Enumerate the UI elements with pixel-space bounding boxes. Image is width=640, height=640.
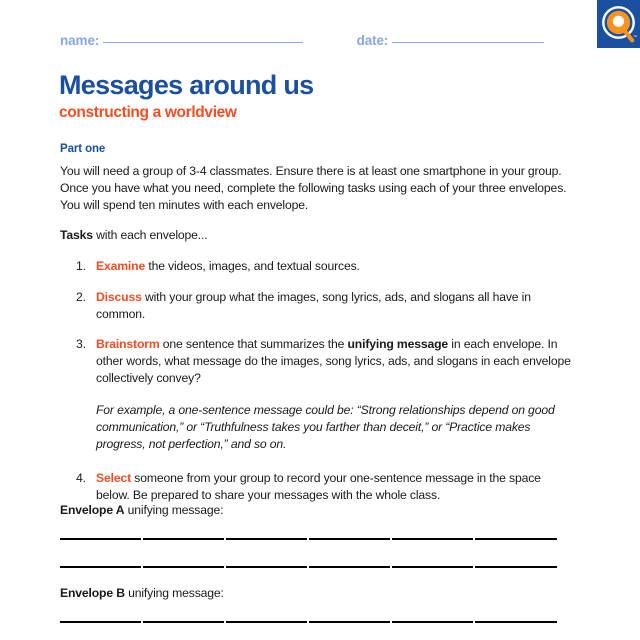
task-keyword: Select xyxy=(96,470,132,485)
task-example: For example, a one-sentence message could be: “Strong relationships depend on good communication,” or “Truthfulness takes you farther than deceit,” or “Practice makes progress, not perfection,” and so on. xyxy=(96,402,555,451)
tasks-lead xyxy=(60,227,208,244)
date-input-rule[interactable] xyxy=(392,42,544,43)
task-number: 1. xyxy=(76,259,86,273)
envelope-a-name: Envelope A xyxy=(60,503,125,517)
task-emphasis: unifying message xyxy=(347,337,449,352)
task-item-3 xyxy=(76,336,576,452)
task-item-1 xyxy=(76,258,576,275)
svg-text:™: ™ xyxy=(633,34,637,39)
task-list xyxy=(76,258,576,517)
task-keyword: Examine xyxy=(96,259,146,273)
q-logo-icon xyxy=(597,0,640,48)
envelope-a-write-line-2[interactable] xyxy=(60,566,557,567)
task-text: the videos, images, and textual sources. xyxy=(145,259,360,273)
page-subtitle: constructing a worldview xyxy=(59,104,237,121)
page-title: Messages around us xyxy=(59,70,314,100)
tasks-lead-rest: with each envelope... xyxy=(92,228,208,242)
date-label: date: xyxy=(356,33,389,48)
envelope-b-label-rest: unifying message: xyxy=(124,586,224,600)
task-keyword: Brainstorm xyxy=(96,337,160,352)
date-field[interactable] xyxy=(357,33,545,48)
task-text-before: one sentence that summarizes the xyxy=(159,337,348,352)
intro-paragraph: You will need a group of 3-4 classmates. Ensure there is at least one smartphone in your group. Once you have what you need, complete the following tasks using each of your three envelopes. You will spend ten minutes with each envelope. xyxy=(60,164,567,212)
task-text-after: in each envelope. In other words, what message do the images, song lyrics, ads, and slogans in each envelope collectively convey? xyxy=(96,337,571,385)
task-text: someone from your group to record your one-sentence message in the space below. Be prepared to share your messages with the whole class. xyxy=(96,470,541,502)
task-item-4 xyxy=(76,470,576,504)
envelope-b-write-line-1[interactable] xyxy=(60,621,557,622)
envelope-b-label xyxy=(60,586,224,600)
name-date-row xyxy=(60,33,580,53)
name-field[interactable] xyxy=(60,33,303,48)
task-number: 3. xyxy=(76,337,86,352)
task-number: 2. xyxy=(76,289,86,304)
task-number: 4. xyxy=(76,470,86,485)
envelope-a-write-line-1[interactable] xyxy=(60,538,557,539)
envelope-a-label xyxy=(60,503,223,517)
task-text: with your group what the images, song lyrics, ads, and slogans all have in common. xyxy=(96,289,531,321)
task-item-2 xyxy=(76,289,576,323)
name-label: name: xyxy=(60,33,100,48)
envelope-a-label-rest: unifying message: xyxy=(124,503,224,517)
name-input-rule[interactable] xyxy=(103,42,303,43)
envelope-b-name: Envelope B xyxy=(60,586,125,600)
tasks-lead-bold: Tasks xyxy=(60,228,93,242)
part-heading: Part one xyxy=(60,143,106,155)
task-keyword: Discuss xyxy=(96,289,142,304)
